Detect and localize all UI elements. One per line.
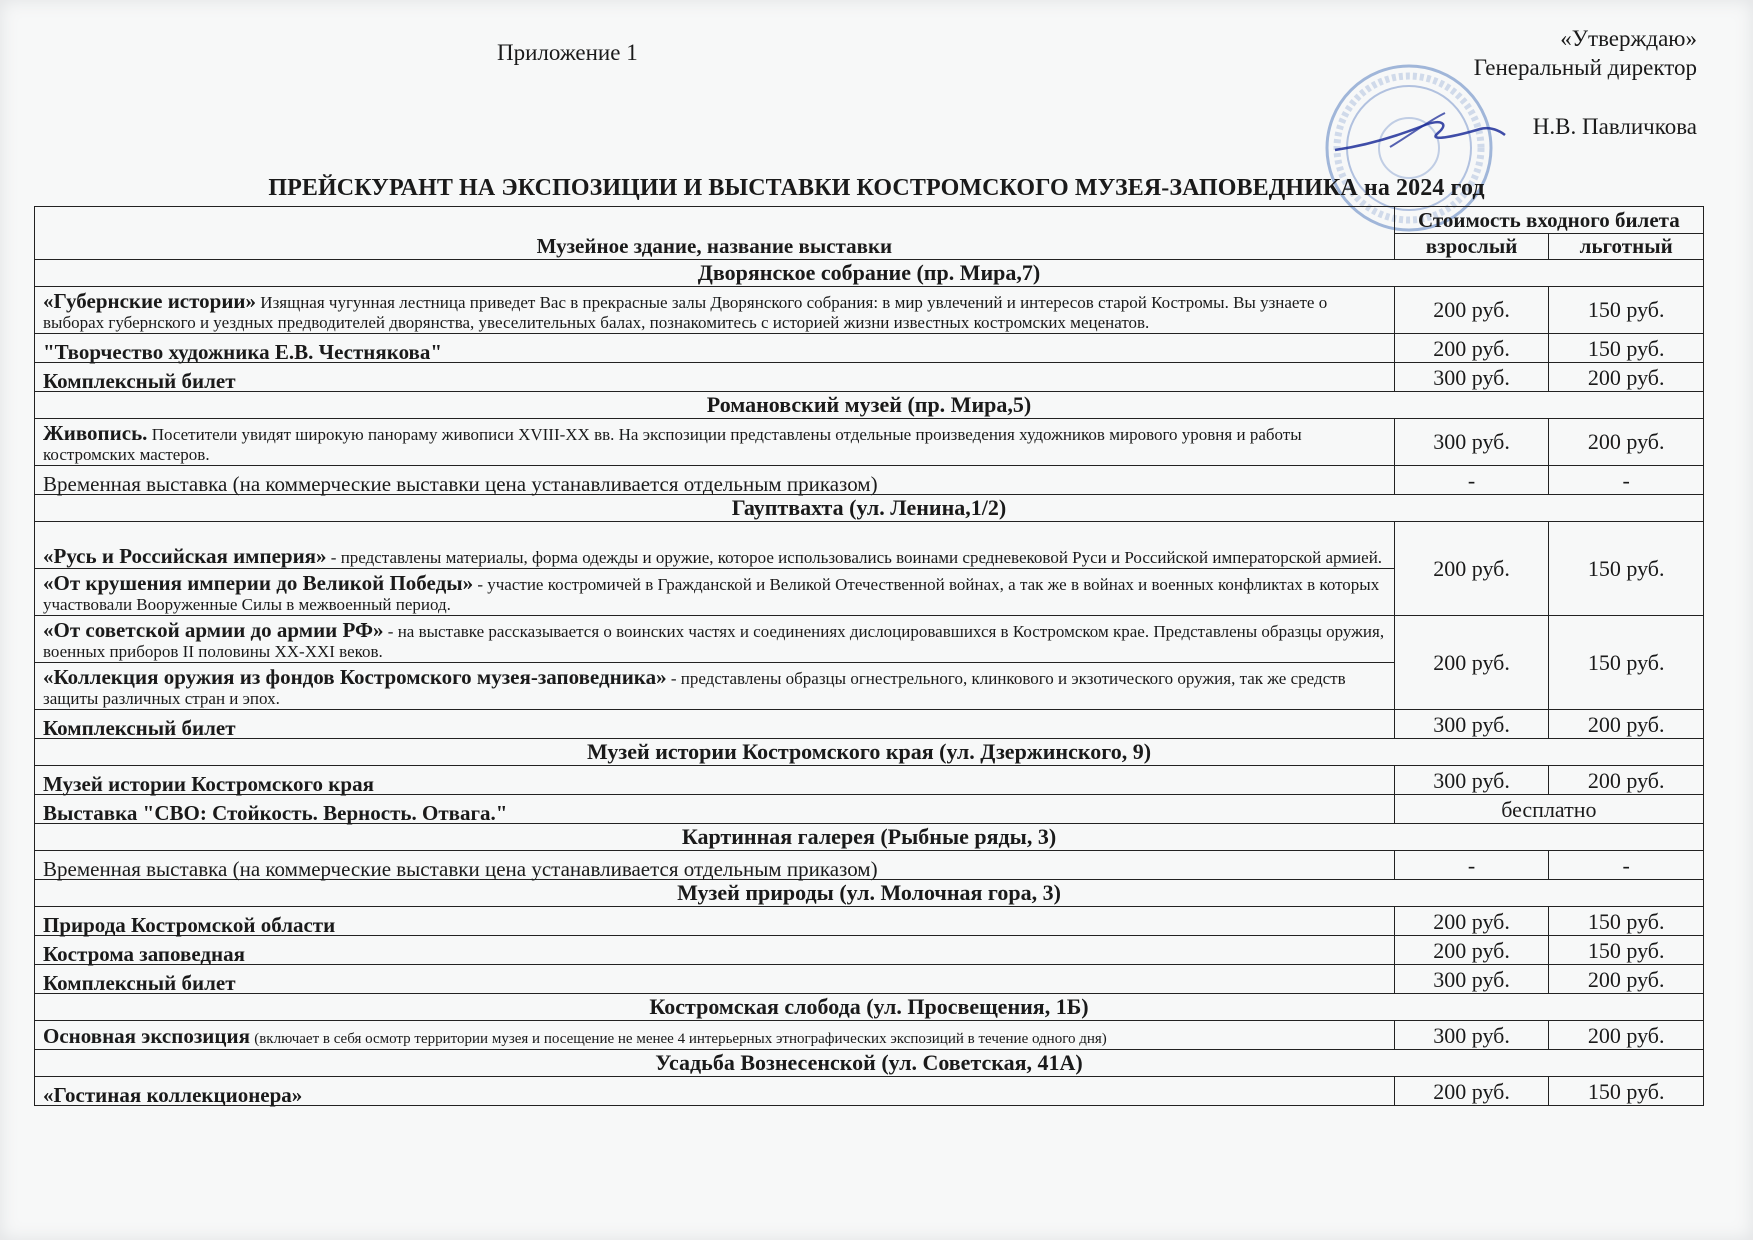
exhibit-cell [35, 419, 1395, 466]
discount-price: 150 руб. [1549, 1077, 1704, 1106]
exhibit-name: «Гостиная коллекционера» [43, 1083, 303, 1107]
exhibit-cell [35, 907, 1395, 936]
discount-price: 150 руб. [1549, 936, 1704, 965]
exhibit-name: Комплексный билет [43, 716, 236, 740]
section-title: Дворянское собрание (пр. Мира,7) [35, 260, 1704, 287]
exhibit-name: Живопись. [43, 421, 148, 445]
exhibit-name: Кострома заповедная [43, 942, 245, 966]
adult-price: 200 руб. [1394, 1077, 1549, 1106]
exhibit-cell [35, 766, 1395, 795]
adult-price: 200 руб. [1394, 616, 1549, 710]
section-row [35, 824, 1704, 851]
adult-price: 300 руб. [1394, 419, 1549, 466]
adult-price: 300 руб. [1394, 1021, 1549, 1050]
exhibit-desc: Изящная чугунная лестница приведет Вас в прекрасные залы Дворянского собрания: в мир увлечений и интересов старой Костромы. Вы узнаете о выборах губернского и уездных предводителей дворянства, увеселительных балах, познакомитесь с историей жизни известных костромских меценатов. [43, 293, 1328, 332]
section-title: Романовский музей (пр. Мира,5) [35, 392, 1704, 419]
discount-price: - [1549, 851, 1704, 880]
table-row [35, 334, 1704, 363]
exhibit-cell [35, 334, 1395, 363]
exhibit-desc: Временная выставка (на коммерческие выставки цена устанавливается отдельным приказом) [43, 472, 878, 496]
exhibit-name: Музей истории Костромского края [43, 772, 374, 796]
table-row [35, 1021, 1704, 1050]
discount-price: 150 руб. [1549, 907, 1704, 936]
exhibit-cell [35, 795, 1395, 824]
adult-price: 300 руб. [1394, 965, 1549, 994]
adult-price: 200 руб. [1394, 334, 1549, 363]
section-row [35, 392, 1704, 419]
exhibit-name: «От советской армии до армии РФ» [43, 618, 384, 642]
exhibit-cell [35, 710, 1395, 739]
exhibit-cell [35, 851, 1395, 880]
discount-price: 200 руб. [1549, 419, 1704, 466]
exhibit-desc: - представлены образцы огнестрельного, клинкового и экзотического оружия, так же средств защиты различных стран и эпох. [43, 669, 1346, 708]
adult-price: 300 руб. [1394, 766, 1549, 795]
adult-price: 300 руб. [1394, 363, 1549, 392]
section-title: Усадьба Вознесенской (ул. Советская, 41А) [35, 1050, 1704, 1077]
table-row [35, 766, 1704, 795]
exhibit-name: «Русь и Российская империя» [43, 544, 327, 568]
exhibit-cell [35, 363, 1395, 392]
discount-price: 150 руб. [1549, 616, 1704, 710]
exhibit-name: Комплексный билет [43, 971, 236, 995]
discount-price: - [1549, 466, 1704, 495]
header-discount: льготный [1549, 233, 1704, 260]
price-table [34, 206, 1704, 1106]
table-row [35, 795, 1704, 824]
table-header-row [35, 207, 1704, 234]
free-entry: бесплатно [1394, 795, 1703, 824]
adult-price: 200 руб. [1394, 936, 1549, 965]
exhibit-name: Основная экспозиция [43, 1024, 250, 1048]
header-adult: взрослый [1394, 233, 1549, 260]
adult-price: 200 руб. [1394, 907, 1549, 936]
adult-price: - [1394, 466, 1549, 495]
exhibit-cell [35, 522, 1395, 569]
discount-price: 150 руб. [1549, 522, 1704, 616]
exhibit-name: Природа Костромской области [43, 913, 336, 937]
discount-price: 200 руб. [1549, 1021, 1704, 1050]
exhibit-cell [35, 616, 1395, 663]
discount-price: 150 руб. [1549, 287, 1704, 334]
exhibit-desc: - участие костромичей в Гражданской и Великой Отечественной войнах, а так же в войнах и военных конфликтах в которых участвовали Вооруженные Силы в межвоенный период. [43, 575, 1380, 614]
discount-price: 200 руб. [1549, 710, 1704, 739]
section-row [35, 739, 1704, 766]
section-row [35, 1050, 1704, 1077]
section-title: Гауптвахта (ул. Ленина,1/2) [35, 495, 1704, 522]
approval-line-3: Н.В. Павличкова [1532, 114, 1697, 139]
approval-line-1: «Утверждаю» [1560, 26, 1697, 51]
discount-price: 200 руб. [1549, 766, 1704, 795]
section-title: Костромская слобода (ул. Просвещения, 1Б) [35, 994, 1704, 1021]
exhibit-name: «От крушения империи до Великой Победы» [43, 571, 474, 595]
exhibit-cell [35, 569, 1395, 616]
exhibit-name: «Коллекция оружия из фондов Костромского музея-заповедника» [43, 665, 667, 689]
exhibit-name: Выставка "СВО: Стойкость. Верность. Отвага." [43, 801, 508, 825]
section-title: Картинная галерея (Рыбные ряды, 3) [35, 824, 1704, 851]
exhibit-desc: - представлены материалы, форма одежды и оружие, которое использовались воинами средневековой Руси и Российской императорской армией. [330, 548, 1383, 567]
table-row [35, 965, 1704, 994]
table-row [35, 851, 1704, 880]
exhibit-desc: - на выставке рассказывается о воинских частях и соединениях дислоцировавшихся в Костромском крае. Представлены образцы оружия, военных приборов II половины XX-XXI веков. [43, 622, 1385, 661]
exhibit-desc: Посетители увидят широкую панораму живописи XVIII-XX вв. На экспозиции представлены отдельные произведения художников мирового уровня и работы костромских мастеров. [43, 425, 1302, 464]
exhibit-name: "Творчество художника Е.В. Честнякова" [43, 340, 443, 364]
section-row [35, 260, 1704, 287]
table-row [35, 1077, 1704, 1106]
exhibit-cell [35, 287, 1395, 334]
approval-line-2: Генеральный директор [1473, 55, 1697, 80]
table-row [35, 710, 1704, 739]
exhibit-cell [35, 1021, 1395, 1050]
table-row [35, 936, 1704, 965]
adult-price: 300 руб. [1394, 710, 1549, 739]
exhibit-cell [35, 936, 1395, 965]
adult-price: 200 руб. [1394, 287, 1549, 334]
adult-price: 200 руб. [1394, 522, 1549, 616]
table-row [35, 287, 1704, 334]
discount-price: 150 руб. [1549, 334, 1704, 363]
exhibit-name: Комплексный билет [43, 369, 236, 393]
exhibit-cell [35, 663, 1395, 710]
page-title: ПРЕЙСКУРАНТ НА ЭКСПОЗИЦИИ И ВЫСТАВКИ КОСТРОМСКОГО МУЗЕЯ-ЗАПОВЕДНИКА на 2024 год [268, 175, 1485, 201]
section-title: Музей истории Костромского края (ул. Дзержинского, 9) [35, 739, 1704, 766]
adult-price: - [1394, 851, 1549, 880]
header-name-column: Музейное здание, название выставки [35, 207, 1395, 260]
exhibit-name: «Губернские истории» [43, 289, 257, 313]
section-title: Музей природы (ул. Молочная гора, 3) [35, 880, 1704, 907]
exhibit-desc: Временная выставка (на коммерческие выставки цена устанавливается отдельным приказом) [43, 857, 878, 881]
section-row [35, 495, 1704, 522]
exhibit-cell [35, 1077, 1395, 1106]
section-row [35, 994, 1704, 1021]
signature [1330, 105, 1530, 165]
header-cost-column: Стоимость входного билета [1394, 207, 1703, 234]
exhibit-cell [35, 965, 1395, 994]
appendix-label: Приложение 1 [497, 40, 638, 65]
section-row [35, 880, 1704, 907]
discount-price: 200 руб. [1549, 363, 1704, 392]
table-row [35, 522, 1704, 569]
exhibit-desc: (включает в себя осмотр территории музея и посещение не менее 4 интерьерных этнографических экспозиций в течение одного дня) [254, 1031, 1107, 1047]
discount-price: 200 руб. [1549, 965, 1704, 994]
table-row [35, 363, 1704, 392]
exhibit-cell [35, 466, 1395, 495]
table-row [35, 616, 1704, 663]
table-row [35, 907, 1704, 936]
table-row [35, 419, 1704, 466]
table-row [35, 466, 1704, 495]
